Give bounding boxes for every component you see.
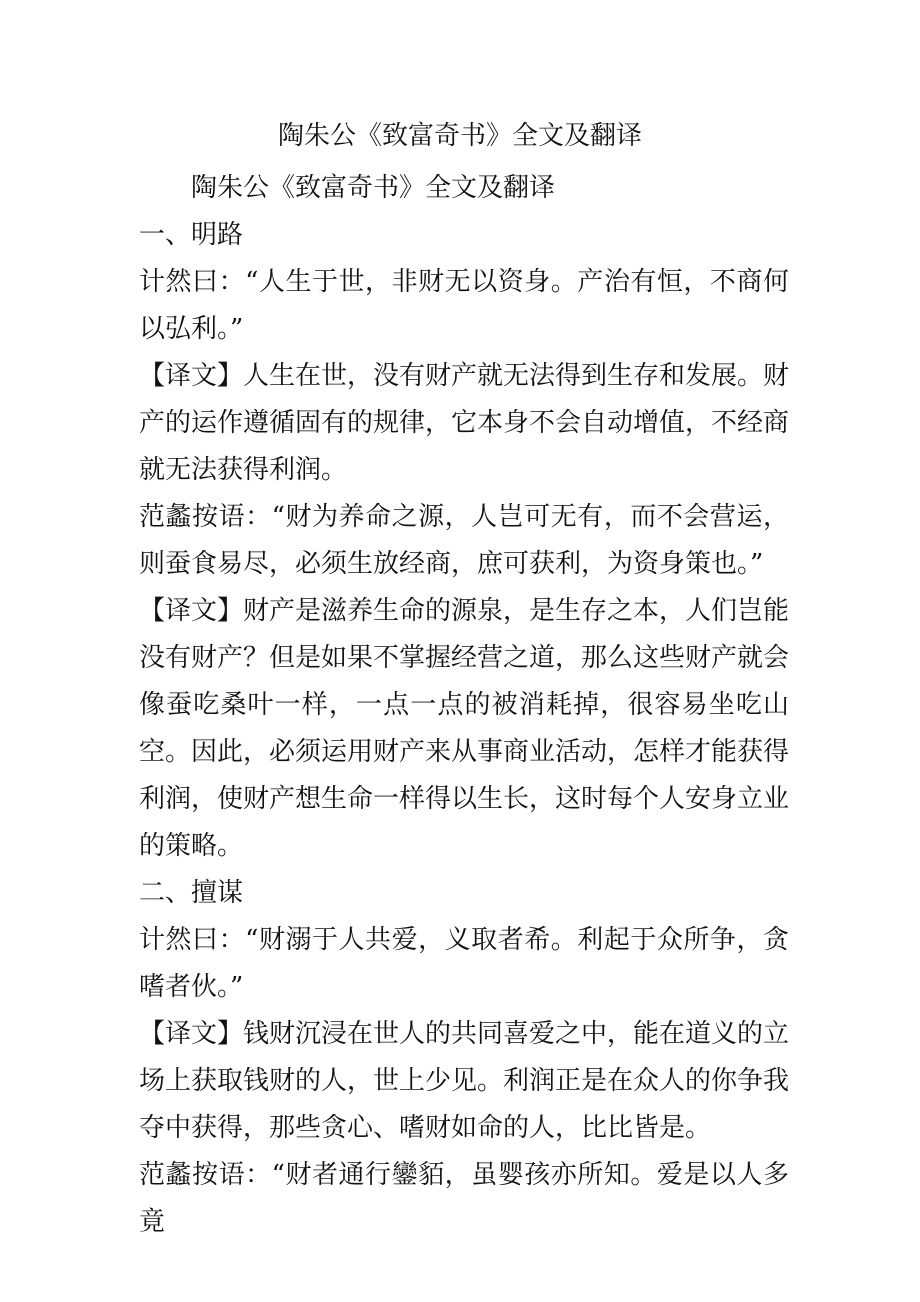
translation-paragraph: 【译文】财产是滋养生命的源泉，是生存之本，人们岂能没有财产？但是如果不掌握经营之道，那么这些财产就会像蚕吃桑叶一样，一点一点的被消耗掉，很容易坐吃山空。因此，必须运用财产来从事商业活动，怎样才能获得利润，使财产想生命一样得以生长，这时每个人安身立业的策略。 — [139, 596, 790, 861]
classical-quote: 计然曰：“财溺于人共爱，义取者希。利起于众所争，贪嗜者伙。” — [139, 925, 789, 1002]
section-heading-1: 一、明路 — [139, 220, 244, 250]
commentary-paragraph: 范蠡按语：“财为养命之源，人岂可无有，而不会营运，则蚕食易尽，必须生放经商，庶可获利，为资身策也。” — [139, 502, 789, 579]
document-body — [139, 165, 789, 1246]
document-title: 陶朱公《致富奇书》全文及翻译 — [277, 121, 642, 151]
translation-paragraph: 【译文】钱财沉浸在世人的共同喜爱之中，能在道义的立场上获取钱财的人，世上少见。利润正是在众人的你争我夺中获得，那些贪心、嗜财如命的人，比比皆是。 — [139, 1019, 790, 1143]
section-heading-2: 二、擅谋 — [139, 878, 244, 908]
commentary-paragraph: 范蠡按语：“财者通行鑾貊，虽婴孩亦所知。爱是以人多竟 — [139, 1160, 789, 1237]
document-subtitle: 陶朱公《致富奇书》全文及翻译 — [191, 173, 556, 203]
classical-quote: 计然曰：“人生于世，非财无以资身。产治有恒，不商何以弘利。” — [139, 267, 789, 344]
translation-paragraph: 【译文】人生在世，没有财产就无法得到生存和发展。财产的运作遵循固有的规律，它本身不会自动增值，不经商就无法获得利润。 — [139, 361, 790, 485]
